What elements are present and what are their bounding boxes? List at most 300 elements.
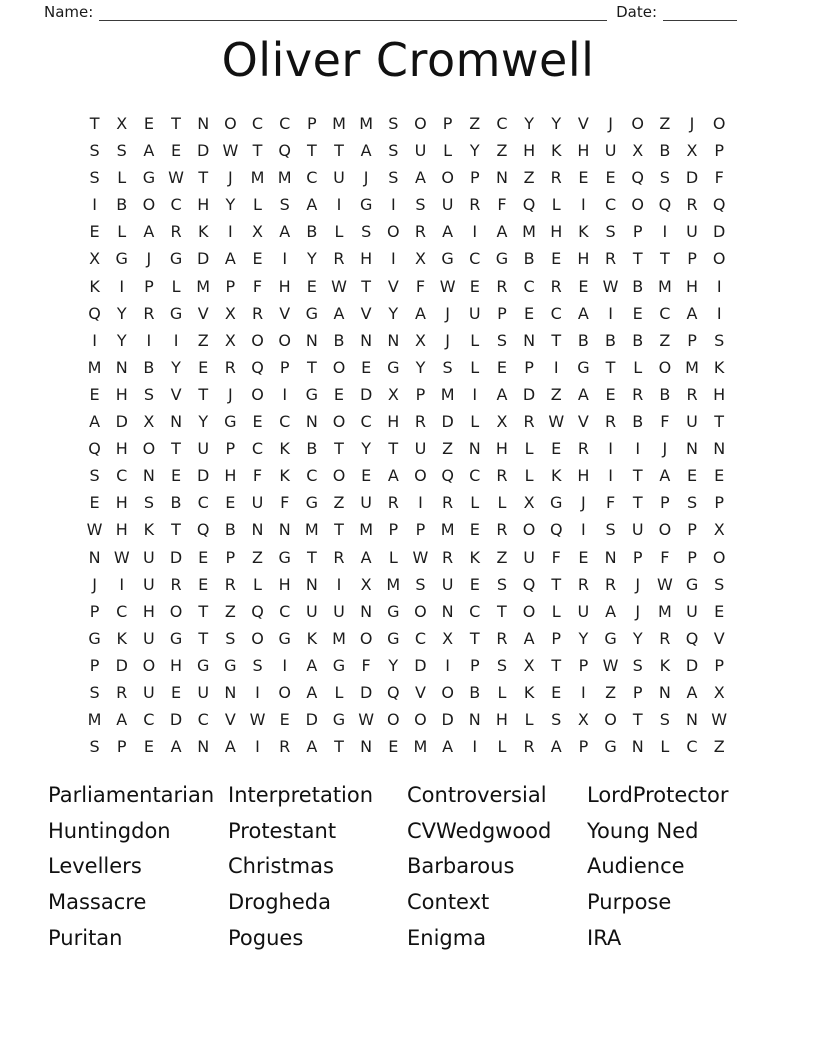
grid-letter: U <box>143 574 155 594</box>
grid-letter: Q <box>631 168 644 188</box>
grid-letter: F <box>605 493 616 513</box>
grid-letter: H <box>577 466 590 486</box>
grid-letter: C <box>469 466 481 486</box>
grid-letter: N <box>305 330 318 350</box>
grid-letter: A <box>279 222 291 242</box>
grid-letter: P <box>714 655 724 675</box>
grid-letter: F <box>660 412 670 432</box>
grid-letter: U <box>414 439 427 459</box>
grid-letter: E <box>333 384 345 404</box>
grid-letter: U <box>686 601 698 621</box>
grid-letter: A <box>605 601 617 621</box>
word-bank-item: CVWedgwood <box>407 818 552 843</box>
grid-letter: E <box>714 466 725 486</box>
grid-letter: L <box>497 682 507 702</box>
grid-letter: N <box>523 330 536 350</box>
grid-letter: X <box>713 520 725 540</box>
grid-letter: R <box>550 168 562 188</box>
grid-letter: P <box>660 493 670 513</box>
grid-letter: Z <box>252 547 263 567</box>
grid-letter: A <box>224 249 236 269</box>
grid-letter: L <box>470 493 480 513</box>
grid-letter: S <box>225 628 236 648</box>
grid-letter: K <box>578 222 589 242</box>
grid-letter: H <box>115 439 128 459</box>
grid-letter: R <box>496 628 508 648</box>
grid-letter: T <box>361 276 372 296</box>
grid-letter: O <box>712 114 726 133</box>
grid-letter: X <box>713 682 725 702</box>
grid-letter: K <box>659 655 671 675</box>
word-bank-item: Levellers <box>48 854 142 879</box>
grid-letter: L <box>551 601 561 621</box>
word-bank-item: Barbarous <box>407 854 515 879</box>
grid-letter: P <box>279 357 290 377</box>
grid-letter: C <box>496 114 508 133</box>
grid-letter: M <box>386 574 401 594</box>
grid-letter: M <box>685 357 699 377</box>
grid-letter: O <box>658 357 672 377</box>
grid-letter: O <box>251 384 264 404</box>
grid-letter: B <box>632 330 644 350</box>
grid-letter: I <box>581 195 586 215</box>
grid-letter: G <box>278 547 291 567</box>
grid-letter: A <box>496 222 508 242</box>
grid-letter: O <box>142 655 156 675</box>
grid-letter: C <box>197 710 209 730</box>
grid-letter: I <box>608 439 613 459</box>
grid-letter: N <box>604 547 617 567</box>
grid-letter: G <box>169 303 183 323</box>
grid-letter: J <box>662 439 668 459</box>
grid-letter: T <box>171 520 181 540</box>
grid-letter: O <box>169 601 183 621</box>
grid-letter: R <box>577 574 589 594</box>
grid-letter: V <box>577 412 589 432</box>
grid-letter: Z <box>224 601 236 621</box>
grid-letter: I <box>336 195 342 215</box>
grid-letter: P <box>578 737 589 757</box>
grid-letter: K <box>713 357 725 377</box>
grid-letter: G <box>387 601 400 621</box>
grid-letter: N <box>197 737 210 757</box>
grid-letter: T <box>659 249 670 269</box>
grid-letter: E <box>551 439 562 459</box>
grid-row <box>81 164 733 191</box>
grid-letter: O <box>414 466 427 486</box>
grid-letter: M <box>87 710 102 730</box>
grid-letter: N <box>441 601 454 621</box>
grid-letter: G <box>604 628 617 648</box>
grid-letter: P <box>116 737 127 757</box>
grid-letter: V <box>279 303 291 323</box>
grid-letter: H <box>278 276 291 296</box>
grid-letter: I <box>390 195 396 215</box>
grid-letter: E <box>279 710 290 730</box>
grid-letter: X <box>224 303 236 323</box>
grid-letter: A <box>224 737 236 757</box>
grid-letter: E <box>198 547 209 567</box>
grid-letter: H <box>713 384 726 404</box>
grid-letter: N <box>360 330 373 350</box>
grid-letter: R <box>577 439 589 459</box>
word-bank-item: LordProtector <box>587 783 729 807</box>
grid-letter: G <box>169 628 183 648</box>
grid-letter: W <box>602 655 619 675</box>
grid-letter: G <box>305 493 319 513</box>
grid-letter: J <box>635 601 641 621</box>
grid-letter: X <box>224 330 236 350</box>
grid-letter: M <box>440 384 455 404</box>
grid-letter: T <box>171 439 181 459</box>
grid-letter: S <box>89 168 100 188</box>
grid-letter: Q <box>251 601 264 621</box>
grid-letter: J <box>608 114 613 133</box>
grid-letter: U <box>441 195 454 215</box>
grid-letter: P <box>415 520 426 540</box>
grid-letter: W <box>222 141 239 161</box>
grid-letter: L <box>388 547 398 567</box>
grid-letter: T <box>551 330 562 350</box>
grid-letter: O <box>414 601 427 621</box>
grid-letter: V <box>170 384 182 404</box>
grid-letter: E <box>170 682 182 702</box>
grid-letter: P <box>551 628 562 648</box>
grid-letter: Z <box>197 330 209 350</box>
grid-row <box>81 300 733 327</box>
grid-letter: T <box>497 601 507 621</box>
grid-letter: T <box>306 547 317 567</box>
grid-letter: C <box>469 249 481 269</box>
grid-letter: E <box>198 357 209 377</box>
grid-letter: U <box>414 141 427 161</box>
grid-letter: H <box>197 195 210 215</box>
grid-letter: E <box>551 682 562 702</box>
grid-letter: T <box>632 493 643 513</box>
grid-letter: L <box>253 574 262 594</box>
grid-letter: Q <box>88 303 101 323</box>
grid-letter: G <box>169 249 183 269</box>
grid-letter: K <box>523 682 535 702</box>
grid-letter: T <box>551 574 562 594</box>
grid-row <box>81 191 733 218</box>
grid-letter: C <box>279 601 291 621</box>
grid-letter: J <box>635 574 641 594</box>
grid-letter: Q <box>522 574 536 594</box>
grid-letter: J <box>689 114 695 133</box>
grid-letter: O <box>441 682 454 702</box>
grid-row <box>81 245 733 272</box>
grid-letter: C <box>469 601 481 621</box>
grid-letter: M <box>250 168 265 188</box>
grid-letter: S <box>361 222 372 242</box>
grid-letter: O <box>712 249 726 269</box>
grid-letter: I <box>255 682 260 702</box>
grid-letter: P <box>524 357 534 377</box>
grid-letter: L <box>334 682 344 702</box>
word-bank-item: Christmas <box>228 854 334 879</box>
grid-letter: S <box>415 195 426 215</box>
grid-letter: Q <box>88 439 101 459</box>
grid-letter: A <box>414 303 426 323</box>
grid-letter: U <box>468 303 481 323</box>
grid-letter: L <box>660 737 670 757</box>
grid-letter: P <box>632 682 643 702</box>
grid-letter: N <box>224 682 237 702</box>
grid-row <box>81 544 733 571</box>
grid-row <box>81 137 733 164</box>
grid-letter: G <box>550 493 563 513</box>
grid-letter: R <box>414 412 427 432</box>
grid-letter: A <box>577 303 589 323</box>
grid-letter: A <box>89 412 101 432</box>
grid-letter: D <box>522 384 536 404</box>
grid-letter: T <box>632 466 643 486</box>
grid-letter: P <box>578 655 589 675</box>
grid-letter: J <box>228 384 233 404</box>
grid-letter: Q <box>658 195 672 215</box>
grid-row <box>81 625 733 652</box>
grid-letter: R <box>442 547 454 567</box>
grid-letter: G <box>359 195 373 215</box>
grid-letter: T <box>334 439 344 459</box>
grid-letter: C <box>360 412 372 432</box>
grid-letter: H <box>170 655 183 675</box>
grid-letter: Z <box>523 168 535 188</box>
grid-letter: W <box>711 710 728 730</box>
word-bank-item: Huntingdon <box>48 818 171 843</box>
grid-letter: G <box>224 655 237 675</box>
grid-letter: E <box>89 384 100 404</box>
grid-letter: B <box>632 276 644 296</box>
grid-letter: R <box>279 737 291 757</box>
grid-letter: A <box>360 141 372 161</box>
grid-letter: N <box>631 737 644 757</box>
grid-row <box>81 381 733 408</box>
grid-letter: V <box>414 682 426 702</box>
grid-letter: N <box>360 601 373 621</box>
grid-letter: I <box>119 574 125 594</box>
grid-letter: J <box>363 168 369 188</box>
grid-letter: K <box>197 222 209 242</box>
grid-letter: R <box>333 249 345 269</box>
grid-letter: C <box>604 195 617 215</box>
grid-letter: E <box>714 601 725 621</box>
grid-letter: U <box>197 439 210 459</box>
grid-letter: G <box>387 628 400 648</box>
grid-letter: U <box>523 547 535 567</box>
grid-letter: T <box>605 357 616 377</box>
grid-letter: M <box>196 276 211 296</box>
grid-letter: K <box>306 628 318 648</box>
grid-letter: C <box>279 114 291 133</box>
grid-letter: U <box>143 628 155 648</box>
grid-letter: S <box>388 141 399 161</box>
grid-letter: S <box>496 655 507 675</box>
grid-letter: T <box>551 655 562 675</box>
grid-letter: C <box>279 412 291 432</box>
grid-letter: M <box>440 520 455 540</box>
grid-letter: P <box>225 439 236 459</box>
grid-letter: U <box>333 168 345 188</box>
grid-letter: G <box>142 168 156 188</box>
grid-letter: O <box>658 520 672 540</box>
word-bank-item: Puritan <box>48 925 123 950</box>
grid-row <box>81 733 733 760</box>
grid-letter: G <box>387 357 400 377</box>
grid-letter: O <box>251 628 264 648</box>
grid-letter: A <box>143 222 155 242</box>
grid-row <box>81 218 733 245</box>
grid-letter: Q <box>549 520 563 540</box>
grid-letter: K <box>116 628 127 648</box>
grid-letter: P <box>388 520 399 540</box>
grid-letter: L <box>470 330 480 350</box>
grid-letter: H <box>577 249 590 269</box>
grid-letter: A <box>387 466 399 486</box>
grid-letter: B <box>333 330 345 350</box>
grid-letter: I <box>608 466 613 486</box>
grid-letter: K <box>279 466 290 486</box>
grid-letter: A <box>496 384 508 404</box>
grid-letter: E <box>361 357 372 377</box>
grid-letter: H <box>115 493 128 513</box>
grid-letter: Y <box>524 114 534 133</box>
grid-letter: E <box>388 737 399 757</box>
grid-letter: A <box>116 710 128 730</box>
grid-letter: E <box>306 276 317 296</box>
page-title: Oliver Cromwell <box>221 33 595 87</box>
grid-letter: P <box>144 276 154 296</box>
grid-letter: E <box>578 276 589 296</box>
grid-letter: E <box>686 466 698 486</box>
grid-letter: B <box>170 493 182 513</box>
grid-letter: S <box>388 168 399 188</box>
grid-letter: A <box>306 737 318 757</box>
grid-letter: S <box>143 384 154 404</box>
grid-letter: I <box>228 222 233 242</box>
grid-letter: D <box>713 222 726 242</box>
grid-letter: R <box>604 574 617 594</box>
grid-letter: H <box>278 574 291 594</box>
grid-letter: R <box>442 493 454 513</box>
grid-letter: N <box>88 547 101 567</box>
word-bank-item: Massacre <box>48 890 147 915</box>
grid-letter: W <box>358 710 375 730</box>
grid-letter: P <box>687 547 697 567</box>
grid-letter: M <box>87 357 102 377</box>
grid-letter: G <box>305 303 319 323</box>
grid-letter: N <box>495 168 508 188</box>
grid-letter: P <box>307 114 317 133</box>
grid-letter: T <box>306 141 317 161</box>
word-bank-item: Drogheda <box>228 890 331 915</box>
grid-letter: R <box>251 303 264 323</box>
grid-letter: Q <box>278 141 291 161</box>
grid-letter: G <box>278 628 291 648</box>
grid-letter: A <box>306 682 318 702</box>
grid-letter: F <box>415 276 426 296</box>
grid-letter: M <box>359 114 374 133</box>
grid-letter: U <box>604 141 617 161</box>
word-bank-column <box>48 778 228 956</box>
grid-letter: I <box>716 276 722 296</box>
grid-letter: W <box>168 168 184 188</box>
grid-letter: G <box>332 710 346 730</box>
grid-letter: P <box>687 520 697 540</box>
grid-letter: H <box>387 412 400 432</box>
grid-letter: M <box>522 222 536 242</box>
grid-letter: I <box>472 737 478 757</box>
grid-letter: L <box>117 168 127 188</box>
grid-letter: I <box>445 655 450 675</box>
grid-letter: P <box>225 276 236 296</box>
grid-row <box>81 354 733 381</box>
grid-letter: H <box>360 249 373 269</box>
grid-letter: S <box>89 466 100 486</box>
grid-letter: R <box>686 384 698 404</box>
grid-letter: T <box>198 601 209 621</box>
grid-letter: B <box>632 412 644 432</box>
grid-letter: Y <box>632 628 643 648</box>
word-bank-column <box>407 778 587 956</box>
grid-letter: Z <box>469 114 481 133</box>
grid-letter: Y <box>225 195 236 215</box>
grid-letter: I <box>282 655 288 675</box>
grid-letter: O <box>142 195 156 215</box>
grid-letter: M <box>657 276 672 296</box>
grid-row <box>81 462 733 489</box>
word-bank-item: Pogues <box>228 925 304 950</box>
grid-letter: J <box>445 330 450 350</box>
grid-letter: N <box>197 114 210 133</box>
grid-letter: N <box>170 412 183 432</box>
grid-letter: L <box>524 466 534 486</box>
grid-letter: T <box>469 628 480 648</box>
grid-letter: A <box>659 466 671 486</box>
grid-letter: U <box>143 682 155 702</box>
grid-letter: P <box>469 168 480 188</box>
grid-letter: L <box>497 493 507 513</box>
grid-letter: B <box>306 222 318 242</box>
grid-letter: B <box>143 357 155 377</box>
grid-letter: T <box>632 249 643 269</box>
grid-letter: S <box>496 574 507 594</box>
grid-letter: E <box>524 303 535 323</box>
grid-letter: A <box>686 303 698 323</box>
grid-letter: D <box>441 710 454 730</box>
grid-letter: T <box>334 737 344 757</box>
grid-letter: Q <box>712 195 726 215</box>
grid-letter: P <box>714 141 724 161</box>
grid-letter: P <box>632 222 643 242</box>
grid-letter: I <box>390 249 396 269</box>
grid-letter: H <box>115 384 128 404</box>
grid-letter: Q <box>387 682 400 702</box>
grid-letter: R <box>523 737 535 757</box>
grid-letter: X <box>360 574 372 594</box>
grid-letter: M <box>277 168 292 188</box>
grid-letter: W <box>412 547 429 567</box>
grid-letter: O <box>712 547 726 567</box>
grid-letter: E <box>361 466 372 486</box>
grid-letter: O <box>332 466 346 486</box>
grid-letter: E <box>89 493 100 513</box>
grid-letter: U <box>305 601 318 621</box>
grid-letter: V <box>224 710 236 730</box>
grid-letter: Y <box>388 655 399 675</box>
grid-letter: T <box>198 628 209 648</box>
